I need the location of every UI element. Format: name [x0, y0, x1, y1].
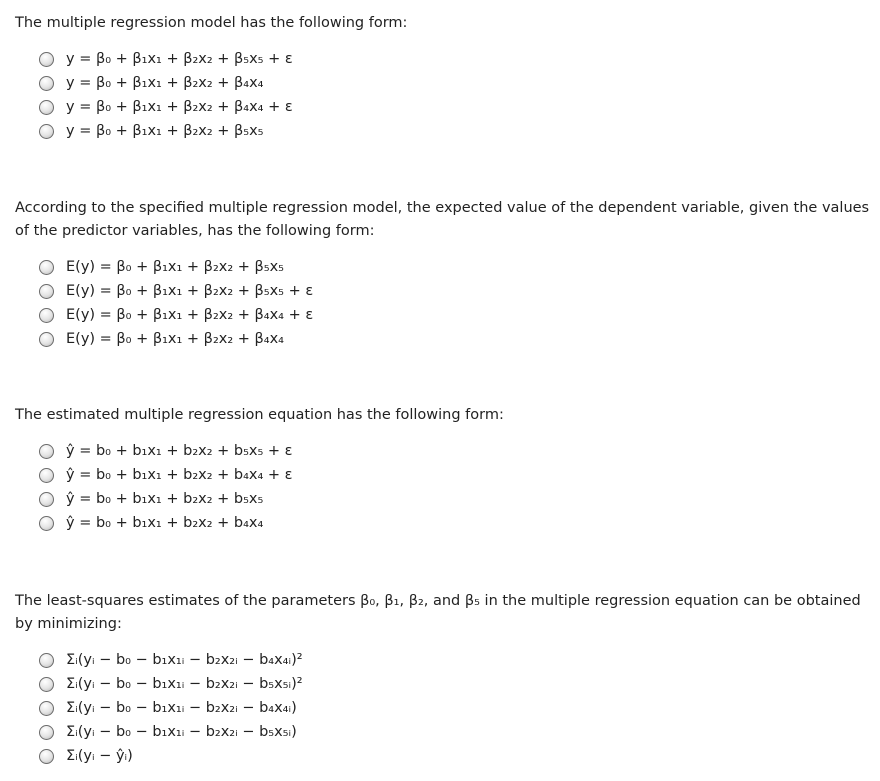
option-label: y = β₀ + β₁x₁ + β₂x₂ + β₄x₄ + ε: [66, 99, 293, 115]
question-prompt: The least-squares estimates of the parameters β₀, β₁, β₂, and β₅ in the multiple regression equation can be obtained by minimizing:: [15, 593, 861, 632]
option-row[interactable]: [39, 744, 873, 768]
question-prompt: According to the specified multiple regression model, the expected value of the dependent variable, given the values of the predictor variables, has the following form:: [15, 200, 870, 239]
option-row[interactable]: [39, 487, 873, 511]
option-label: y = β₀ + β₁x₁ + β₂x₂ + β₄x₄: [66, 75, 264, 91]
option-label: Σᵢ(yᵢ − b₀ − b₁x₁ᵢ − b₂x₂ᵢ − b₅x₅ᵢ): [66, 724, 297, 740]
radio-button[interactable]: [39, 677, 54, 692]
radio-button[interactable]: [39, 701, 54, 716]
option-label: ŷ = b₀ + b₁x₁ + b₂x₂ + b₄x₄ + ε: [66, 467, 293, 483]
question-2: [15, 197, 873, 351]
option-label: Σᵢ(yᵢ − ŷᵢ): [66, 748, 133, 764]
options-group: [39, 47, 873, 143]
option-label: y = β₀ + β₁x₁ + β₂x₂ + β₅x₅: [66, 123, 264, 139]
radio-button[interactable]: [39, 653, 54, 668]
option-row[interactable]: [39, 720, 873, 744]
option-label: E(y) = β₀ + β₁x₁ + β₂x₂ + β₅x₅: [66, 259, 284, 275]
question-4: [15, 590, 873, 768]
option-label: Σᵢ(yᵢ − b₀ − b₁x₁ᵢ − b₂x₂ᵢ − b₅x₅ᵢ)²: [66, 676, 303, 692]
radio-button[interactable]: [39, 332, 54, 347]
option-row[interactable]: [39, 255, 873, 279]
option-row[interactable]: [39, 511, 873, 535]
radio-button[interactable]: [39, 284, 54, 299]
option-row[interactable]: [39, 71, 873, 95]
radio-button[interactable]: [39, 260, 54, 275]
option-row[interactable]: [39, 47, 873, 71]
radio-button[interactable]: [39, 725, 54, 740]
option-row[interactable]: [39, 696, 873, 720]
radio-button[interactable]: [39, 100, 54, 115]
option-row[interactable]: [39, 279, 873, 303]
question-prompt: The multiple regression model has the following form:: [15, 15, 408, 31]
option-label: E(y) = β₀ + β₁x₁ + β₂x₂ + β₅x₅ + ε: [66, 283, 314, 299]
option-label: E(y) = β₀ + β₁x₁ + β₂x₂ + β₄x₄ + ε: [66, 307, 314, 323]
option-label: Σᵢ(yᵢ − b₀ − b₁x₁ᵢ − b₂x₂ᵢ − b₄x₄ᵢ): [66, 700, 297, 716]
option-row[interactable]: [39, 303, 873, 327]
option-row[interactable]: [39, 439, 873, 463]
option-label: ŷ = b₀ + b₁x₁ + b₂x₂ + b₅x₅: [66, 491, 264, 507]
option-row[interactable]: [39, 648, 873, 672]
radio-button[interactable]: [39, 516, 54, 531]
option-row[interactable]: [39, 95, 873, 119]
option-row[interactable]: [39, 327, 873, 351]
radio-button[interactable]: [39, 308, 54, 323]
options-group: [39, 439, 873, 535]
options-group: [39, 648, 873, 768]
option-label: ŷ = b₀ + b₁x₁ + b₂x₂ + b₅x₅ + ε: [66, 443, 293, 459]
radio-button[interactable]: [39, 444, 54, 459]
radio-button[interactable]: [39, 76, 54, 91]
option-row[interactable]: [39, 463, 873, 487]
radio-button[interactable]: [39, 749, 54, 764]
question-3: [15, 404, 873, 535]
option-label: E(y) = β₀ + β₁x₁ + β₂x₂ + β₄x₄: [66, 331, 284, 347]
option-label: y = β₀ + β₁x₁ + β₂x₂ + β₅x₅ + ε: [66, 51, 293, 67]
radio-button[interactable]: [39, 468, 54, 483]
options-group: [39, 255, 873, 351]
option-row[interactable]: [39, 119, 873, 143]
option-row[interactable]: [39, 672, 873, 696]
radio-button[interactable]: [39, 492, 54, 507]
question-1: [15, 12, 873, 143]
radio-button[interactable]: [39, 124, 54, 139]
radio-button[interactable]: [39, 52, 54, 67]
option-label: Σᵢ(yᵢ − b₀ − b₁x₁ᵢ − b₂x₂ᵢ − b₄x₄ᵢ)²: [66, 652, 303, 668]
question-prompt: The estimated multiple regression equation has the following form:: [15, 407, 504, 423]
option-label: ŷ = b₀ + b₁x₁ + b₂x₂ + b₄x₄: [66, 515, 264, 531]
